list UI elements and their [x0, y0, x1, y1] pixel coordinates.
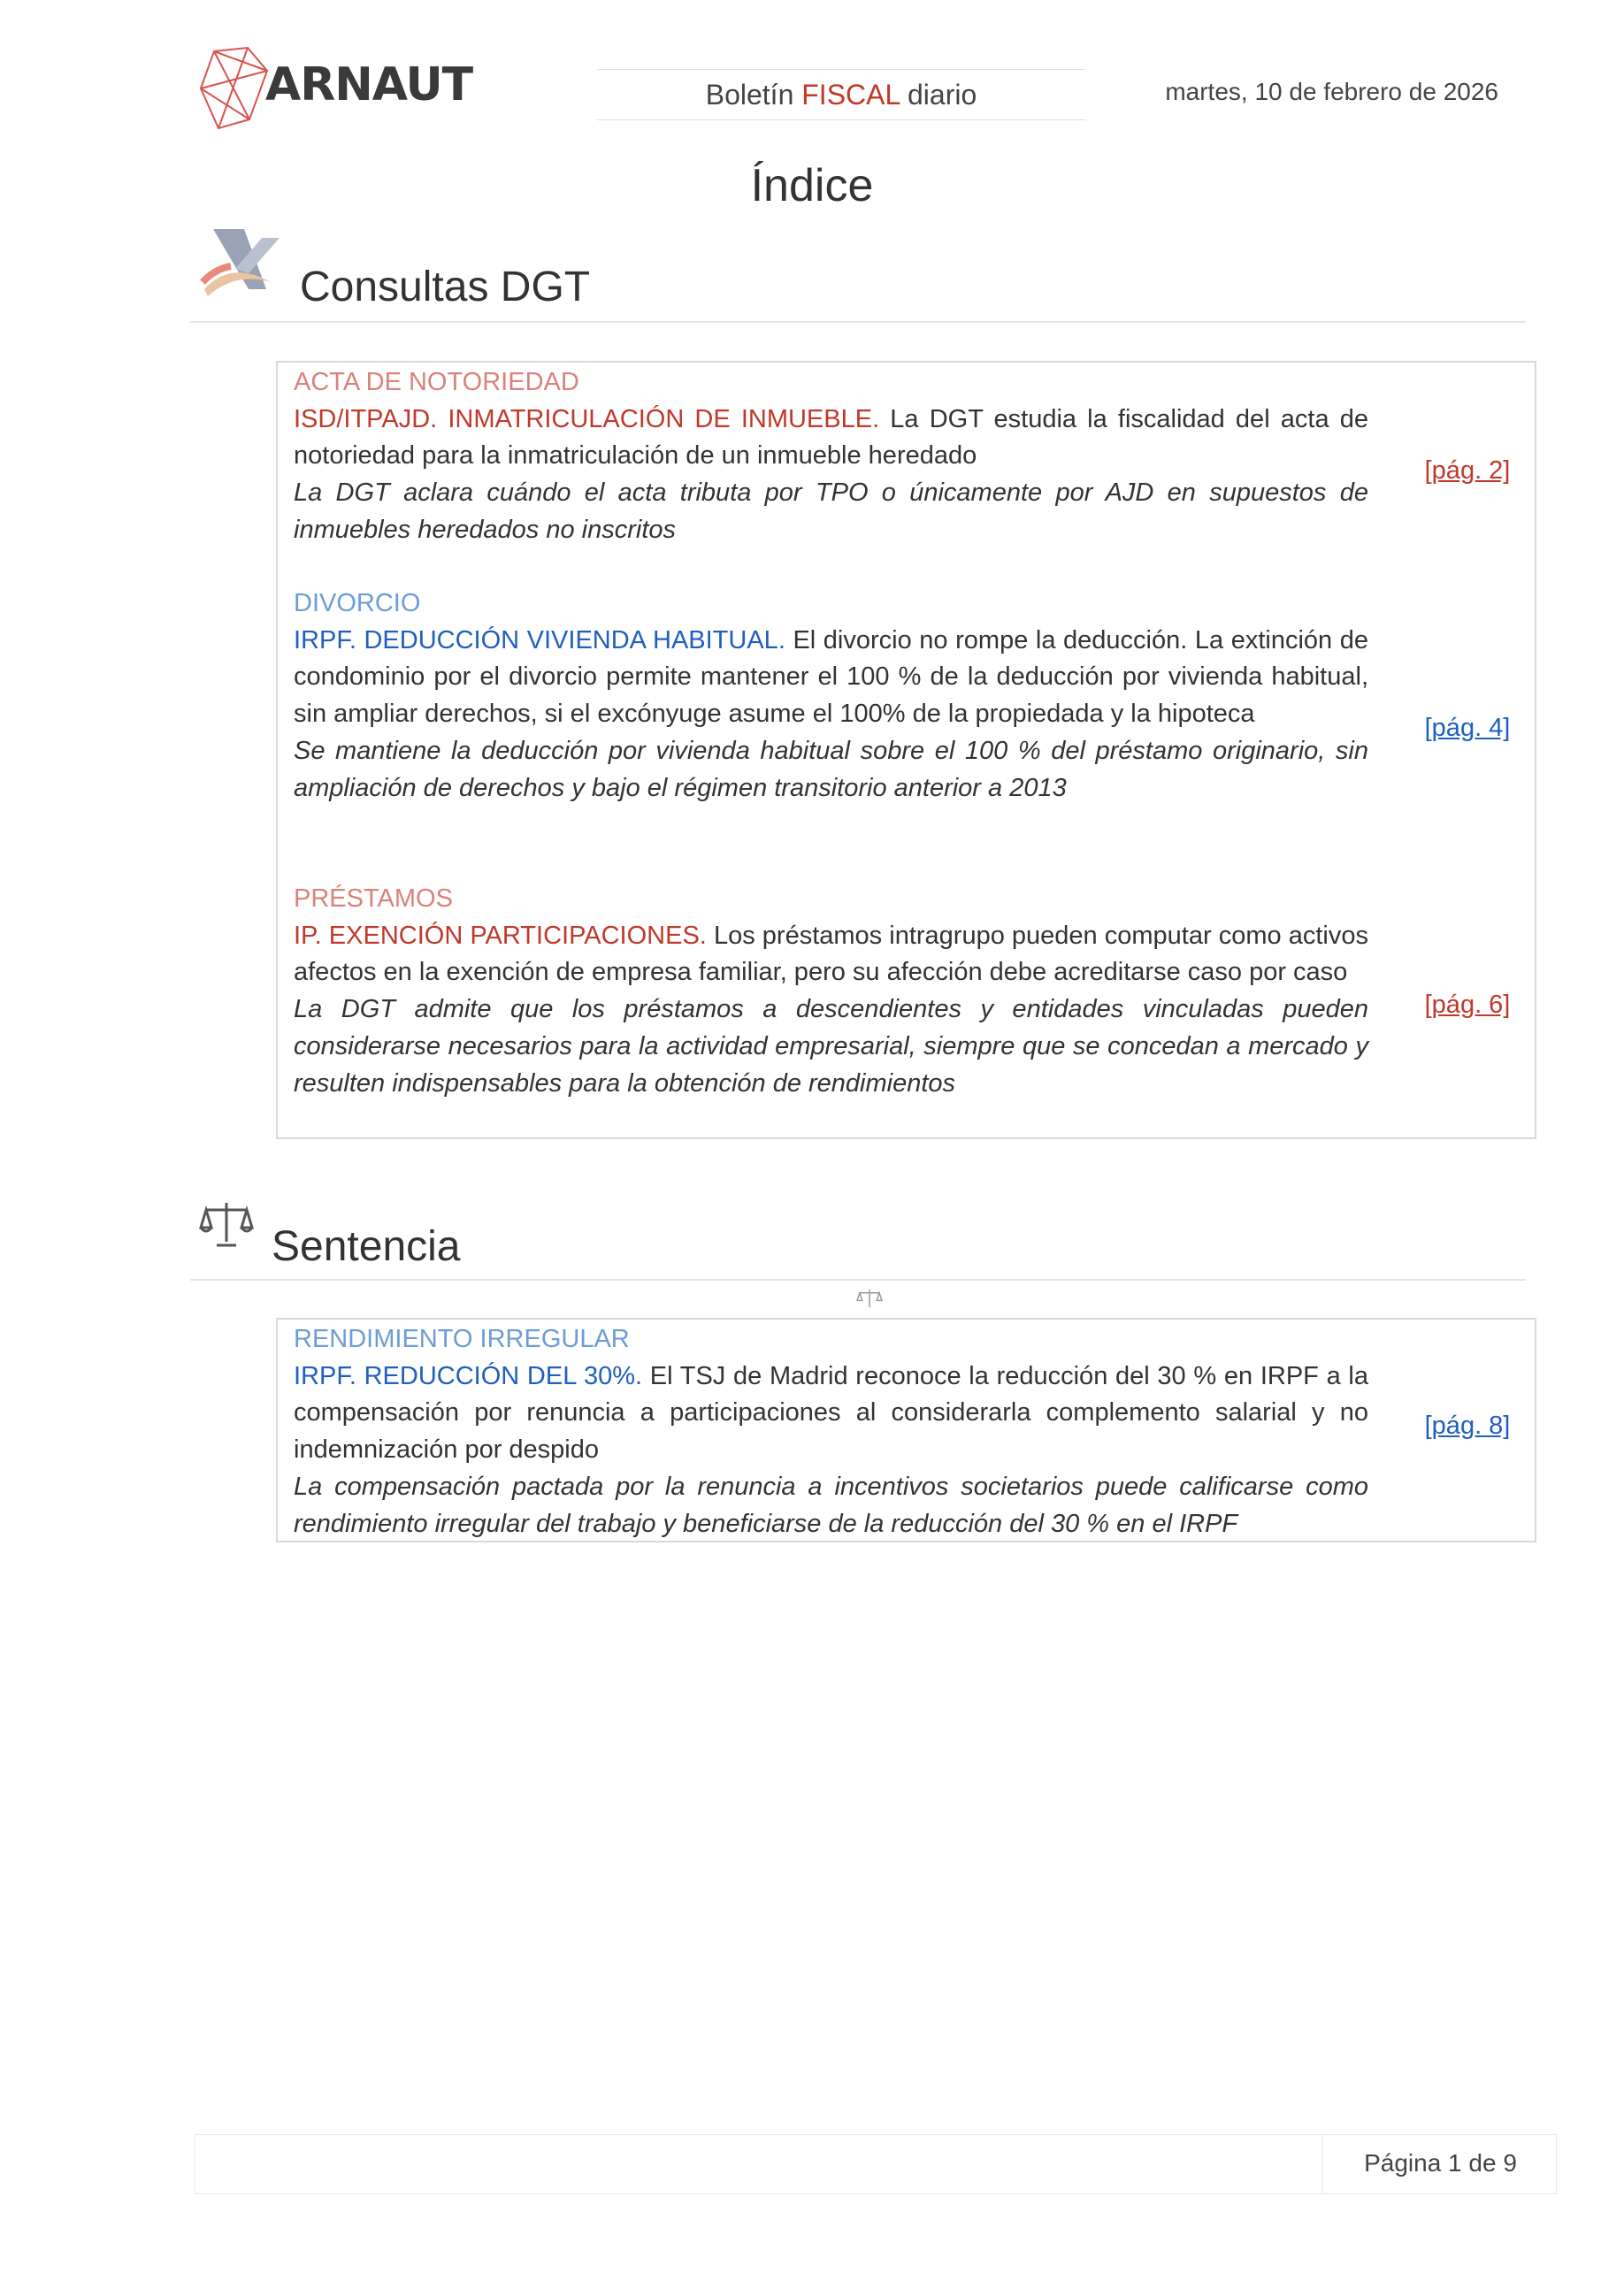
small-scales-icon [856, 1288, 883, 1311]
page-number: Página 1 de 9 [1364, 2149, 1517, 2177]
arnaut-crystal-icon [196, 44, 276, 133]
entry-body: El TSJ de Madrid reconoce la reducción del 30 % en IRPF a la compensación por renuncia a participaciones al considerarla complemento salarial y no indemnización por despido [294, 1361, 1368, 1465]
index-entry [294, 1321, 1368, 1542]
bulletin-title [597, 69, 1085, 120]
entry-summary: La DGT aclara cuándo el acta tributa por TPO o únicamente por AJD en supuestos de inmuebles heredados no inscritos [294, 478, 1368, 544]
index-box-sentencia [276, 1318, 1536, 1542]
bulletin-prefix: Boletín [705, 79, 802, 111]
bulletin-suffix: diario [900, 79, 977, 111]
entry-body: Los préstamos intragrupo pueden computar como activos afectos en la exención de empresa familiar, pero su afección debe acreditarse caso por caso [294, 921, 1368, 987]
aeat-logo-icon [195, 220, 284, 304]
section-consultas-dgt [190, 217, 1526, 323]
page-link[interactable]: [pág. 2] [1424, 456, 1511, 485]
entry-headline: IP. EXENCIÓN PARTICIPACIONES. [294, 921, 707, 950]
page-link[interactable]: [pág. 8] [1424, 1412, 1511, 1440]
entry-headline: IRPF. DEDUCCIÓN VIVIENDA HABITUAL. [294, 625, 785, 654]
scales-icon [199, 1198, 254, 1252]
index-box-consultas [276, 361, 1536, 1139]
entry-summary: La compensación pactada por la renuncia a incentivos societarios puede calificarse como rendimiento irregular del trabajo y beneficiarse de la reducción del 30 % en el IRPF [294, 1472, 1368, 1538]
entry-body: La DGT estudia la fiscalidad del acta de notoriedad para la inmatriculación de un inmueble heredado [294, 404, 1368, 471]
logo-text: ARNAUT [265, 58, 473, 111]
section-sentencia [190, 1196, 1526, 1281]
section-title: Consultas DGT [300, 264, 591, 310]
entry-summary: Se mantiene la deducción por vivienda habitual sobre el 100 % del préstamo originario, sin ampliación de derechos y bajo el régimen transitorio anterior a 2013 [294, 736, 1368, 802]
entry-category: PRÉSTAMOS [294, 884, 453, 913]
index-title: Índice [750, 160, 874, 211]
entry-headline: IRPF. REDUCCIÓN DEL 30%. [294, 1361, 643, 1390]
page-link[interactable]: [pág. 6] [1424, 991, 1511, 1019]
entry-category: DIVORCIO [294, 589, 421, 617]
entry-headline: ISD/ITPAJD. INMATRICULACIÓN DE INMUEBLE. [294, 404, 880, 433]
index-entry [294, 585, 1368, 807]
section-title: Sentencia [272, 1223, 461, 1270]
page-link[interactable]: [pág. 4] [1424, 714, 1511, 742]
bulletin-date: martes, 10 de febrero de 2026 [1165, 78, 1498, 105]
index-entry [294, 881, 1368, 1102]
footer-divider [1322, 2134, 1323, 2194]
entry-body: El divorcio no rompe la deducción. La extinción de condominio por el divorcio permite mantener el 100 % de la deducción por vivienda habitual, sin ampliar derechos, si el excónyuge asume el 100% de la propiedada y la hipoteca [294, 625, 1369, 729]
entry-summary: La DGT admite que los préstamos a descendientes y entidades vinculadas pueden considerarse necesarios para la actividad empresarial, siempre que se concedan a mercado y resulten indispensables para la obtención de rendimientos [294, 995, 1368, 1098]
index-entry [294, 364, 1368, 549]
entry-category: ACTA DE NOTORIEDAD [294, 368, 579, 396]
bulletin-fiscal: FISCAL [801, 79, 900, 111]
entry-category: RENDIMIENTO IRREGULAR [294, 1325, 630, 1353]
